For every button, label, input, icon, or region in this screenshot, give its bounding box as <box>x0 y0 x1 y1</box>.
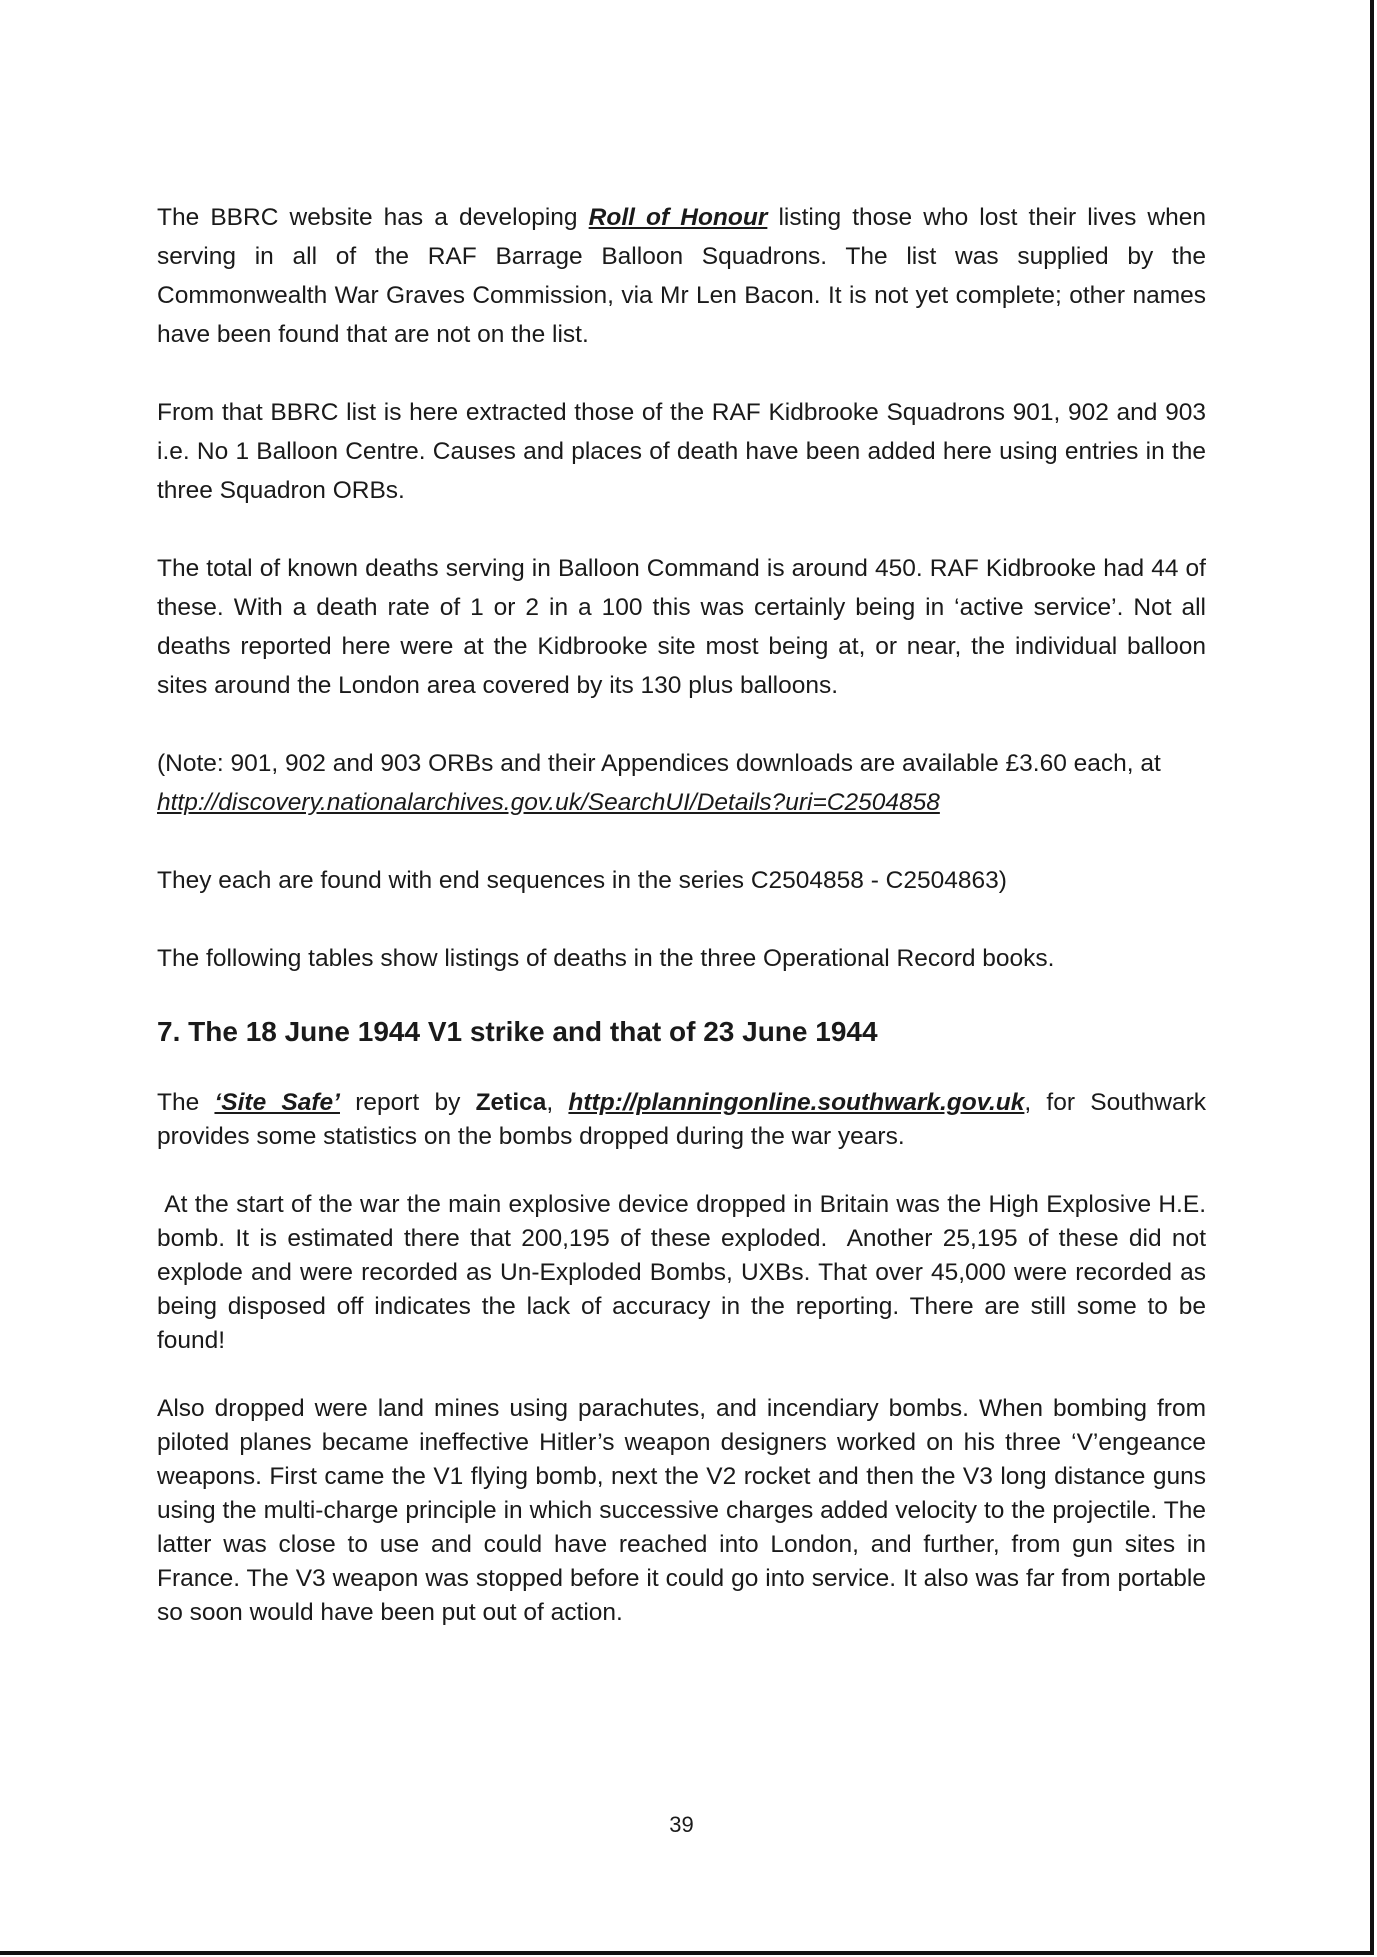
paragraph-tables-intro: The following tables show listings of deaths in the three Operational Record books. <box>157 945 1055 972</box>
paragraph-site-safe <box>157 1086 1206 1154</box>
paragraph-text: The BBRC website has a developing <box>157 204 589 231</box>
paragraph-v-weapons: Also dropped were land mines using parachutes, and incendiary bombs. When bombing from piloted planes became ineffective Hitler’s weapon designers worked on his three ‘V’engeance weapons. First came the V1 flying bomb, next the V2 rocket and then the V3 long distance guns using the multi-charge principle in which successive charges added velocity to the projectile. The latter was close to use and could have reached into London, and further, from gun sites in France. The V3 weapon was stopped before it could go into service. It also was far from portable so soon would have been put out of action. <box>157 1395 1206 1626</box>
paragraph-text: , for Southwark provides some statistics on the bombs dropped during the war years. <box>157 1089 1206 1150</box>
national-archives-link[interactable]: http://discovery.nationalarchives.gov.uk/SearchUI/Details?uri=C2504858 <box>157 789 940 816</box>
paragraph-he-bombs: At the start of the war the main explosive device dropped in Britain was the High Explosive H.E. bomb. It is estimated there that 200,195 of these exploded. Another 25,195 of these did not explode and were recorded as Un-Exploded Bombs, UXBs. That over 45,000 were recorded as being disposed off indicates the lack of accuracy in the reporting. There are still some to be found! <box>157 1191 1213 1354</box>
section-heading: 7. The 18 June 1944 V1 strike and that of 23 June 1944 <box>157 1016 878 1047</box>
roll-of-honour-link[interactable]: Roll of Honour <box>588 204 768 231</box>
paragraph-text: listing those who lost their lives when serving in all of the RAF Barrage Balloon Squadrons. The list was supplied by the Commonwealth War Graves Commission, via Mr Len Bacon. It is not yet complete; other names have been found that are not on the list. <box>157 204 1206 348</box>
paragraph-known-deaths: The total of known deaths serving in Balloon Command is around 450. RAF Kidbrooke had 44 of these. With a death rate of 1 or 2 in a 100 this was certainly being in ‘active service’. Not all deaths reported here were at the Kidbrooke site most being at, or near, the individual balloon sites around the London area covered by its 130 plus balloons. <box>157 555 1206 699</box>
paragraph-text: The <box>157 1089 215 1116</box>
southwark-planning-link[interactable]: http://planningonline.southwark.gov.uk <box>568 1089 1025 1116</box>
zetica-name: Zetica <box>475 1089 547 1116</box>
page-number: 39 <box>669 1812 694 1837</box>
paragraph-kidbrooke-squadrons: From that BBRC list is here extracted those of the RAF Kidbrooke Squadrons 901, 902 and 903 i.e. No 1 Balloon Centre. Causes and places of death have been added here using entries in the three Squadron ORBs. <box>157 399 1206 504</box>
paragraph-orb-note <box>157 744 1206 822</box>
paragraph-text: report by <box>339 1089 476 1116</box>
paragraph-text: (Note: 901, 902 and 903 ORBs and their Appendices downloads are available £3.60 each, at <box>157 750 1161 777</box>
paragraph-end-sequences: They each are found with end sequences in the series C2504858 - C2504863) <box>157 867 1007 894</box>
paragraph-text: , <box>546 1089 569 1116</box>
site-safe-link[interactable]: ‘Site Safe’ <box>214 1089 340 1116</box>
paragraph-roll-of-honour <box>157 198 1206 354</box>
page-content <box>157 198 1213 1630</box>
